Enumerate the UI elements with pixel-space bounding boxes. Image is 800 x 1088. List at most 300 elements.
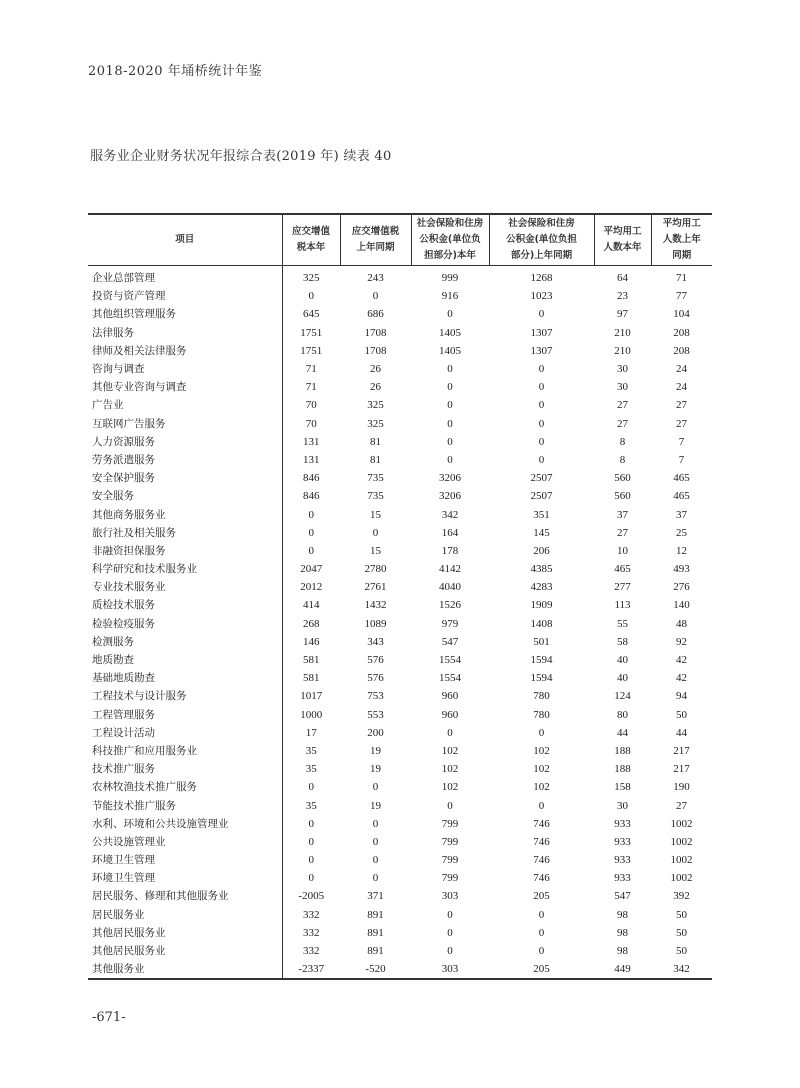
cell-vat-prior: 0 [372, 781, 379, 794]
cell-insurance-prior: 206 [533, 544, 550, 557]
cell-employees-current: 37 [617, 508, 628, 521]
cell-vat-prior: 81 [370, 453, 381, 466]
cell-insurance-prior: 780 [533, 708, 550, 721]
cell-insurance-prior: 2507 [530, 490, 553, 503]
cell-insurance-current: 799 [441, 835, 459, 848]
cell-vat-prior: 753 [367, 690, 384, 703]
cell-vat-prior: 686 [367, 308, 384, 321]
cell-row-item-name: 工程管理服务 [88, 706, 282, 724]
cell-insurance-current: 799 [441, 817, 459, 830]
cell-insurance-prior: 0 [538, 417, 545, 430]
table-row [88, 415, 712, 433]
cell-vat-current: 2047 [300, 563, 323, 576]
cell-employees-current: 124 [614, 690, 631, 703]
cell-row-item-name: 工程设计活动 [88, 724, 282, 742]
cell-insurance-prior: 145 [533, 526, 550, 539]
cell-insurance-prior: 1023 [530, 290, 553, 303]
cell-employees-prior: 48 [676, 617, 687, 630]
cell-employees-current: 27 [617, 399, 628, 412]
cell-vat-prior: 735 [367, 490, 384, 503]
cell-insurance-current: 960 [441, 690, 459, 703]
cell-insurance-current: 102 [441, 744, 459, 757]
cell-employees-prior: 208 [673, 344, 690, 357]
cell-vat-prior: 0 [372, 817, 379, 830]
cell-insurance-current: 547 [441, 635, 459, 648]
table-row [88, 287, 712, 305]
cell-insurance-prior: 4283 [530, 581, 553, 594]
cell-insurance-current: 4142 [439, 563, 461, 576]
cell-employees-current: 44 [617, 726, 628, 739]
cell-insurance-prior: 746 [533, 835, 550, 848]
cell-row-item-name: 律师及相关法律服务 [88, 342, 282, 360]
cell-insurance-current: 303 [441, 963, 459, 976]
cell-insurance-prior: 0 [538, 399, 545, 412]
cell-vat-prior: 2780 [364, 563, 387, 576]
cell-insurance-prior: 0 [538, 435, 545, 448]
cell-insurance-current: 1554 [439, 654, 461, 667]
cell-employees-current: 560 [614, 472, 631, 485]
table-row [88, 706, 712, 724]
cell-row-item-name: 投资与资产管理 [88, 287, 282, 305]
cell-employees-current: 210 [614, 344, 631, 357]
cell-vat-prior: 81 [370, 435, 381, 448]
cell-insurance-prior: 102 [533, 763, 550, 776]
cell-insurance-prior: 102 [533, 781, 550, 794]
cell-employees-prior: 50 [676, 945, 687, 958]
cell-insurance-prior: 205 [533, 963, 550, 976]
cell-employees-current: 98 [617, 926, 628, 939]
cell-row-item-name: 其他组织管理服务 [88, 305, 282, 323]
cell-insurance-prior: 501 [533, 635, 550, 648]
cell-vat-current: 70 [305, 417, 317, 430]
table-row [88, 742, 712, 760]
cell-vat-current: 1751 [300, 326, 323, 339]
cell-insurance-current: 102 [441, 781, 459, 794]
cell-vat-current: 131 [303, 453, 320, 466]
cell-row-item-name: 非融资担保服务 [88, 542, 282, 560]
table-row [88, 760, 712, 778]
cell-insurance-current: 799 [441, 854, 459, 867]
table-row [88, 887, 712, 905]
header-row [88, 214, 712, 266]
cell-row-item-name: 节能技术推广服务 [88, 796, 282, 814]
cell-employees-prior: 493 [673, 563, 690, 576]
cell-vat-prior: 200 [367, 726, 384, 739]
table-row [88, 596, 712, 614]
cell-employees-current: 27 [617, 526, 628, 539]
table-row [88, 960, 712, 979]
cell-employees-prior: 50 [676, 708, 687, 721]
cell-insurance-current: 164 [441, 526, 459, 539]
cell-insurance-prior: 0 [538, 381, 545, 394]
cell-insurance-prior: 1594 [530, 654, 553, 667]
cell-employees-current: 27 [617, 417, 628, 430]
cell-employees-current: 23 [617, 290, 628, 303]
cell-employees-prior: 140 [673, 599, 690, 612]
column-header-employees-current: 平均用工 人数本年 [594, 214, 651, 266]
cell-row-item-name: 质检技术服务 [88, 596, 282, 614]
cell-vat-current: 581 [303, 672, 320, 685]
cell-vat-current: 414 [303, 599, 320, 612]
table-row [88, 669, 712, 687]
cell-vat-current: 146 [303, 635, 320, 648]
cell-insurance-current: 342 [441, 508, 459, 521]
cell-vat-prior: 576 [367, 672, 384, 685]
cell-vat-prior: 1708 [364, 326, 387, 339]
cell-vat-current: 2012 [300, 581, 323, 594]
table-row [88, 651, 712, 669]
cell-employees-prior: 42 [676, 672, 687, 685]
cell-row-item-name: 水利、环境和公共设施管理业 [88, 815, 282, 833]
cell-row-item-name: 法律服务 [88, 324, 282, 342]
cell-row-item-name: 其他商务服务业 [88, 505, 282, 523]
table-row [88, 487, 712, 505]
cell-row-item-name: 广告业 [88, 396, 282, 414]
cell-insurance-prior: 0 [538, 308, 545, 321]
cell-vat-current: 0 [308, 508, 314, 521]
cell-insurance-prior: 205 [533, 890, 550, 903]
cell-employees-current: 30 [617, 363, 628, 376]
table-row [88, 942, 712, 960]
cell-employees-prior: 71 [676, 272, 687, 285]
cell-employees-current: 188 [614, 763, 631, 776]
cell-row-item-name: 农林牧渔技术推广服务 [88, 778, 282, 796]
cell-employees-current: 933 [614, 835, 631, 848]
cell-vat-prior: -520 [365, 963, 386, 976]
cell-row-item-name: 旅行社及相关服务 [88, 524, 282, 542]
cell-row-item-name: 其他居民服务业 [88, 924, 282, 942]
cell-insurance-prior: 0 [538, 908, 545, 921]
column-header-item: 项目 [88, 214, 282, 266]
table-row [88, 724, 712, 742]
cell-vat-current: 1017 [300, 690, 323, 703]
cell-insurance-prior: 0 [538, 453, 545, 466]
cell-employees-prior: 94 [676, 690, 687, 703]
cell-insurance-current: 1526 [439, 599, 461, 612]
cell-vat-current: 268 [303, 617, 320, 630]
cell-employees-prior: 1002 [670, 854, 693, 867]
cell-employees-current: 277 [614, 581, 631, 594]
cell-vat-prior: 891 [367, 908, 384, 921]
cell-employees-current: 560 [614, 490, 631, 503]
cell-insurance-prior: 0 [538, 945, 545, 958]
cell-insurance-current: 0 [447, 417, 453, 430]
cell-insurance-current: 0 [447, 363, 453, 376]
cell-insurance-prior: 1594 [530, 672, 553, 685]
cell-vat-prior: 0 [372, 854, 379, 867]
cell-employees-prior: 50 [676, 926, 687, 939]
cell-vat-current: 0 [308, 290, 314, 303]
cell-insurance-current: 0 [447, 453, 453, 466]
cell-row-item-name: 居民服务、修理和其他服务业 [88, 887, 282, 905]
cell-employees-current: 8 [619, 435, 626, 448]
cell-employees-prior: 104 [673, 308, 690, 321]
table-row [88, 396, 712, 414]
running-header: 2018-2020 年埇桥统计年鉴 [88, 64, 263, 79]
cell-vat-current: 0 [308, 872, 314, 885]
cell-row-item-name: 劳务派遣服务 [88, 451, 282, 469]
cell-row-item-name: 其他服务业 [88, 960, 282, 979]
cell-vat-prior: 26 [370, 381, 381, 394]
cell-vat-prior: 19 [370, 763, 381, 776]
cell-insurance-prior: 1909 [530, 599, 553, 612]
cell-row-item-name: 检验检疫服务 [88, 615, 282, 633]
cell-insurance-prior: 102 [533, 744, 550, 757]
cell-employees-prior: 44 [676, 726, 687, 739]
cell-row-item-name: 咨询与调查 [88, 360, 282, 378]
cell-vat-prior: 19 [370, 744, 381, 757]
table-row [88, 906, 712, 924]
cell-insurance-current: 799 [441, 872, 459, 885]
cell-row-item-name: 人力资源服务 [88, 433, 282, 451]
cell-insurance-current: 0 [447, 799, 453, 812]
cell-vat-prior: 1708 [364, 344, 387, 357]
cell-vat-current: 70 [305, 399, 317, 412]
table-row [88, 542, 712, 560]
cell-insurance-current: 0 [447, 381, 453, 394]
cell-vat-prior: 325 [367, 399, 384, 412]
cell-insurance-prior: 351 [533, 508, 550, 521]
cell-employees-current: 40 [617, 654, 628, 667]
cell-insurance-current: 1405 [439, 344, 461, 357]
cell-employees-current: 80 [617, 708, 628, 721]
cell-insurance-prior: 4385 [530, 563, 553, 576]
cell-employees-prior: 7 [678, 453, 685, 466]
cell-vat-prior: 891 [367, 926, 384, 939]
cell-employees-current: 10 [617, 544, 628, 557]
cell-insurance-current: 0 [447, 399, 453, 412]
cell-employees-prior: 27 [676, 417, 687, 430]
cell-row-item-name: 科学研究和技术服务业 [88, 560, 282, 578]
cell-employees-prior: 465 [673, 490, 690, 503]
cell-vat-prior: 891 [367, 945, 384, 958]
cell-vat-prior: 243 [367, 272, 384, 285]
cell-employees-current: 8 [619, 453, 626, 466]
table-row [88, 633, 712, 651]
cell-vat-prior: 343 [367, 635, 384, 648]
cell-vat-current: 0 [308, 817, 314, 830]
cell-employees-prior: 1002 [670, 835, 693, 848]
cell-vat-prior: 2761 [364, 581, 387, 594]
cell-employees-current: 465 [614, 563, 631, 576]
cell-employees-prior: 190 [673, 781, 690, 794]
cell-insurance-current: 0 [447, 435, 453, 448]
cell-insurance-prior: 0 [538, 726, 545, 739]
cell-insurance-current: 4040 [439, 581, 461, 594]
cell-employees-current: 64 [617, 272, 628, 285]
cell-vat-prior: 15 [370, 508, 381, 521]
cell-employees-current: 98 [617, 908, 628, 921]
data-table [88, 213, 712, 980]
cell-vat-prior: 15 [370, 544, 381, 557]
cell-vat-prior: 26 [370, 363, 381, 376]
cell-row-item-name: 工程技术与设计服务 [88, 687, 282, 705]
cell-vat-current: -2005 [298, 890, 325, 903]
cell-employees-prior: 342 [673, 963, 690, 976]
cell-insurance-prior: 2507 [530, 472, 553, 485]
cell-vat-current: 0 [308, 781, 314, 794]
cell-row-item-name: 技术推广服务 [88, 760, 282, 778]
cell-insurance-current: 979 [441, 617, 459, 630]
cell-insurance-prior: 746 [533, 872, 550, 885]
cell-row-item-name: 公共设施管理业 [88, 833, 282, 851]
cell-employees-prior: 392 [673, 890, 690, 903]
cell-vat-current: 0 [308, 854, 314, 867]
cell-vat-prior: 0 [372, 526, 379, 539]
cell-insurance-current: 0 [447, 908, 453, 921]
cell-vat-prior: 1432 [364, 599, 387, 612]
cell-insurance-current: 999 [441, 272, 459, 285]
cell-employees-current: 933 [614, 854, 631, 867]
table-row [88, 378, 712, 396]
table-row [88, 324, 712, 342]
table-row [88, 433, 712, 451]
cell-row-item-name: 居民服务业 [88, 906, 282, 924]
cell-insurance-prior: 746 [533, 854, 550, 867]
column-header-employees-prior: 平均用工 人数上年 同期 [651, 214, 712, 266]
cell-employees-prior: 7 [678, 435, 685, 448]
cell-insurance-current: 0 [447, 945, 453, 958]
cell-insurance-current: 0 [447, 926, 453, 939]
cell-employees-prior: 42 [676, 654, 687, 667]
cell-employees-prior: 27 [676, 799, 687, 812]
table-row [88, 305, 712, 323]
cell-employees-current: 97 [617, 308, 628, 321]
cell-row-item-name: 安全保护服务 [88, 469, 282, 487]
cell-vat-prior: 19 [370, 799, 381, 812]
table-row [88, 851, 712, 869]
cell-employees-prior: 27 [676, 399, 687, 412]
cell-employees-current: 30 [617, 381, 628, 394]
cell-vat-current: 131 [303, 435, 320, 448]
cell-vat-current: 1000 [300, 708, 323, 721]
cell-row-item-name: 科技推广和应用服务业 [88, 742, 282, 760]
cell-employees-prior: 217 [673, 744, 690, 757]
cell-row-item-name: 检测服务 [88, 633, 282, 651]
cell-insurance-current: 960 [441, 708, 459, 721]
cell-employees-current: 188 [614, 744, 631, 757]
cell-row-item-name: 专业技术服务业 [88, 578, 282, 596]
table-row [88, 778, 712, 796]
cell-insurance-prior: 746 [533, 817, 550, 830]
cell-row-item-name: 企业总部管理 [88, 266, 282, 288]
cell-row-item-name: 安全服务 [88, 487, 282, 505]
cell-insurance-current: 0 [447, 726, 453, 739]
cell-employees-current: 210 [614, 326, 631, 339]
cell-vat-prior: 576 [367, 654, 384, 667]
cell-employees-current: 40 [617, 672, 628, 685]
column-header-vat-current: 应交增值 税本年 [282, 214, 340, 266]
cell-insurance-current: 3206 [439, 472, 461, 485]
cell-vat-current: 71 [305, 381, 317, 394]
cell-row-item-name: 地质勘查 [88, 651, 282, 669]
cell-vat-prior: 0 [372, 835, 379, 848]
cell-vat-current: 1751 [300, 344, 323, 357]
column-header-insurance-current: 社会保险和住房 公积金(单位负 担部分)本年 [411, 214, 489, 266]
table-row [88, 524, 712, 542]
cell-insurance-current: 916 [441, 290, 459, 303]
cell-vat-current: 71 [305, 363, 317, 376]
cell-employees-prior: 217 [673, 763, 690, 776]
cell-insurance-prior: 780 [533, 690, 550, 703]
cell-employees-prior: 25 [676, 526, 687, 539]
page-number: -671- [92, 1010, 126, 1025]
cell-employees-current: 933 [614, 817, 631, 830]
cell-insurance-prior: 0 [538, 926, 545, 939]
cell-row-item-name: 其他专业咨询与调查 [88, 378, 282, 396]
cell-vat-current: 332 [303, 945, 320, 958]
cell-employees-prior: 37 [676, 508, 687, 521]
table-row [88, 924, 712, 942]
table-row [88, 360, 712, 378]
cell-row-item-name: 其他居民服务业 [88, 942, 282, 960]
cell-insurance-prior: 1268 [530, 272, 553, 285]
cell-vat-prior: 0 [372, 872, 379, 885]
cell-employees-current: 98 [617, 945, 628, 958]
cell-employees-prior: 24 [676, 363, 687, 376]
cell-employees-prior: 1002 [670, 817, 693, 830]
cell-vat-prior: 1089 [364, 617, 387, 630]
cell-vat-prior: 0 [372, 290, 379, 303]
cell-vat-current: 332 [303, 926, 320, 939]
cell-employees-current: 449 [614, 963, 631, 976]
table-row [88, 796, 712, 814]
cell-employees-prior: 1002 [670, 872, 693, 885]
cell-vat-current: 35 [305, 763, 317, 776]
table-row [88, 451, 712, 469]
cell-insurance-current: 1405 [439, 326, 461, 339]
table-row [88, 815, 712, 833]
cell-employees-prior: 24 [676, 381, 687, 394]
table-row [88, 505, 712, 523]
cell-employees-current: 547 [614, 890, 631, 903]
table-row [88, 266, 712, 288]
cell-vat-current: 645 [303, 308, 320, 321]
cell-employees-prior: 77 [676, 290, 687, 303]
cell-insurance-prior: 0 [538, 363, 545, 376]
cell-vat-current: 846 [303, 490, 320, 503]
cell-vat-current: -2337 [298, 963, 325, 976]
cell-employees-current: 933 [614, 872, 631, 885]
column-header-vat-prior: 应交增值税 上年同期 [340, 214, 411, 266]
cell-employees-prior: 92 [676, 635, 687, 648]
cell-insurance-prior: 1408 [530, 617, 553, 630]
cell-vat-current: 35 [305, 799, 317, 812]
cell-vat-prior: 735 [367, 472, 384, 485]
cell-vat-prior: 371 [367, 890, 384, 903]
column-header-insurance-prior: 社会保险和住房 公积金(单位负担 部分)上年同期 [489, 214, 594, 266]
cell-vat-current: 0 [308, 835, 314, 848]
table-row [88, 869, 712, 887]
cell-insurance-current: 303 [441, 890, 459, 903]
cell-insurance-current: 0 [447, 308, 453, 321]
cell-employees-current: 55 [617, 617, 628, 630]
cell-employees-prior: 276 [673, 581, 690, 594]
cell-employees-prior: 208 [673, 326, 690, 339]
cell-row-item-name: 环境卫生管理 [88, 851, 282, 869]
cell-insurance-current: 102 [441, 763, 459, 776]
cell-employees-current: 58 [617, 635, 628, 648]
cell-row-item-name: 互联网广告服务 [88, 415, 282, 433]
cell-insurance-prior: 0 [538, 799, 545, 812]
cell-row-item-name: 环境卫生管理 [88, 869, 282, 887]
cell-employees-current: 30 [617, 799, 628, 812]
cell-insurance-current: 178 [441, 544, 459, 557]
cell-vat-prior: 325 [367, 417, 384, 430]
cell-row-item-name: 基础地质勘查 [88, 669, 282, 687]
cell-employees-current: 158 [614, 781, 631, 794]
cell-insurance-prior: 1307 [530, 326, 553, 339]
